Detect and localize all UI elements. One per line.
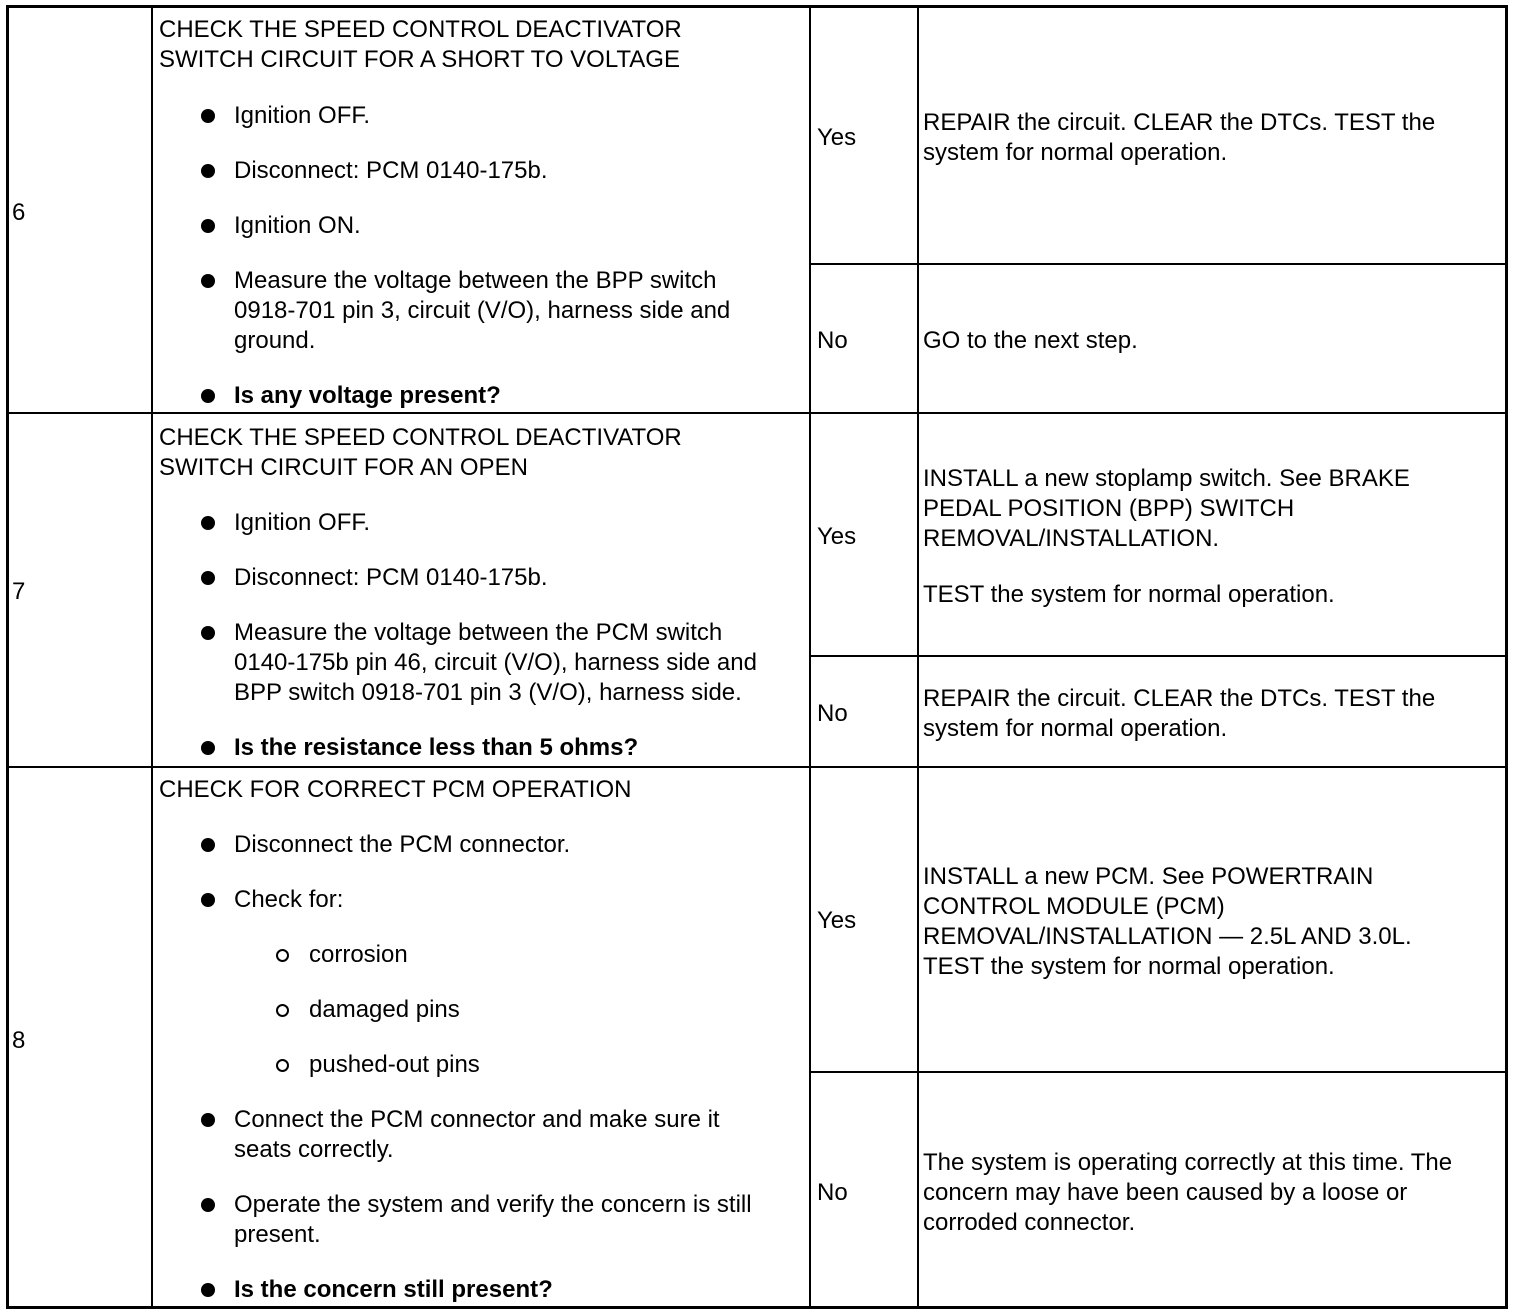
step-title-line: CHECK THE SPEED CONTROL DEACTIVATOR [159,16,682,43]
action-yes-line: REMOVAL/INSTALLATION. [923,525,1220,552]
step-number: 6 [12,199,26,226]
action-no-line: GO to the next step. [923,327,1138,354]
circle-bullet-icon [276,1004,289,1017]
sub-bullet: pushed-out pins [309,1050,480,1080]
test-bullet: Measure the voltage between the BPP switch 0918-701 pin 3, circuit (V/O), harness side and ground. [234,266,730,356]
bullet-icon [201,741,215,755]
test-question: Is the concern still present? [234,1275,553,1305]
bullet-icon [201,274,215,288]
test-question: Is any voltage present? [234,381,501,411]
action-yes-line: CONTROL MODULE (PCM) [923,893,1225,920]
action-yes-line: INSTALL a new PCM. See POWERTRAIN [923,863,1374,890]
action-yes-line: PEDAL POSITION (BPP) SWITCH [923,495,1295,522]
answer-no: No [817,327,848,354]
action-no-line: REPAIR the circuit. CLEAR the DTCs. TEST the [923,685,1436,712]
test-bullet: Disconnect: PCM 0140-175b. [234,563,548,593]
circle-bullet-icon [276,949,289,962]
diagnostic-table [6,5,1508,1309]
column-divider-test [809,8,811,1306]
bullet-icon [201,109,215,123]
bullet-icon [201,219,215,233]
bullet-icon [201,893,215,907]
sub-bullet: damaged pins [309,995,460,1025]
step-title-line: SWITCH CIRCUIT FOR AN OPEN [159,454,528,481]
row-divider-7-8 [9,766,1505,768]
action-no-line: The system is operating correctly at this time. The [923,1149,1453,1176]
test-bullet: Connect the PCM connector and make sure it seats correctly. [234,1105,720,1165]
step-title-line: SWITCH CIRCUIT FOR A SHORT TO VOLTAGE [159,46,680,73]
test-bullet: Check for: [234,885,343,915]
action-yes-line: system for normal operation. [923,139,1228,166]
answer-divider-6 [809,263,1505,265]
answer-yes: Yes [817,907,857,934]
bullet-icon [201,164,215,178]
answer-yes: Yes [817,124,857,151]
bullet-icon [201,1198,215,1212]
action-yes-line: TEST the system for normal operation. [923,581,1335,608]
answer-divider-8 [809,1071,1505,1073]
answer-no: No [817,1179,848,1206]
test-bullet: Disconnect the PCM connector. [234,830,570,860]
test-bullet: Ignition OFF. [234,101,370,131]
bullet-icon [201,838,215,852]
action-no-line: concern may have been caused by a loose or [923,1179,1408,1206]
row-divider-6-7 [9,412,1505,414]
sub-bullet: corrosion [309,940,408,970]
action-yes-line: REMOVAL/INSTALLATION — 2.5L AND 3.0L. [923,923,1412,950]
bullet-icon [201,516,215,530]
test-bullet: Ignition OFF. [234,508,370,538]
test-bullet: Operate the system and verify the concern is still present. [234,1190,752,1250]
step-title-line: CHECK FOR CORRECT PCM OPERATION [159,776,632,803]
action-yes-line: REPAIR the circuit. CLEAR the DTCs. TEST the [923,109,1436,136]
column-divider-step [151,8,153,1306]
bullet-icon [201,571,215,585]
bullet-icon [201,626,215,640]
answer-divider-7 [809,655,1505,657]
answer-no: No [817,700,848,727]
test-bullet: Measure the voltage between the PCM switch 0140-175b pin 46, circuit (V/O), harness side and BPP switch 0918-701 pin 3 (V/O), harness side. [234,618,757,708]
step-number: 8 [12,1027,26,1054]
answer-yes: Yes [817,523,857,550]
step-number: 7 [12,578,26,605]
bullet-icon [201,1113,215,1127]
test-question: Is the resistance less than 5 ohms? [234,733,638,763]
column-divider-answer [917,8,919,1306]
action-no-line: corroded connector. [923,1209,1136,1236]
bullet-icon [201,1283,215,1297]
step-title-line: CHECK THE SPEED CONTROL DEACTIVATOR [159,424,682,451]
test-bullet: Ignition ON. [234,211,361,241]
circle-bullet-icon [276,1059,289,1072]
action-yes-line: TEST the system for normal operation. [923,953,1335,980]
action-yes-line: INSTALL a new stoplamp switch. See BRAKE [923,465,1410,492]
action-no-line: system for normal operation. [923,715,1228,742]
bullet-icon [201,389,215,403]
test-bullet: Disconnect: PCM 0140-175b. [234,156,548,186]
